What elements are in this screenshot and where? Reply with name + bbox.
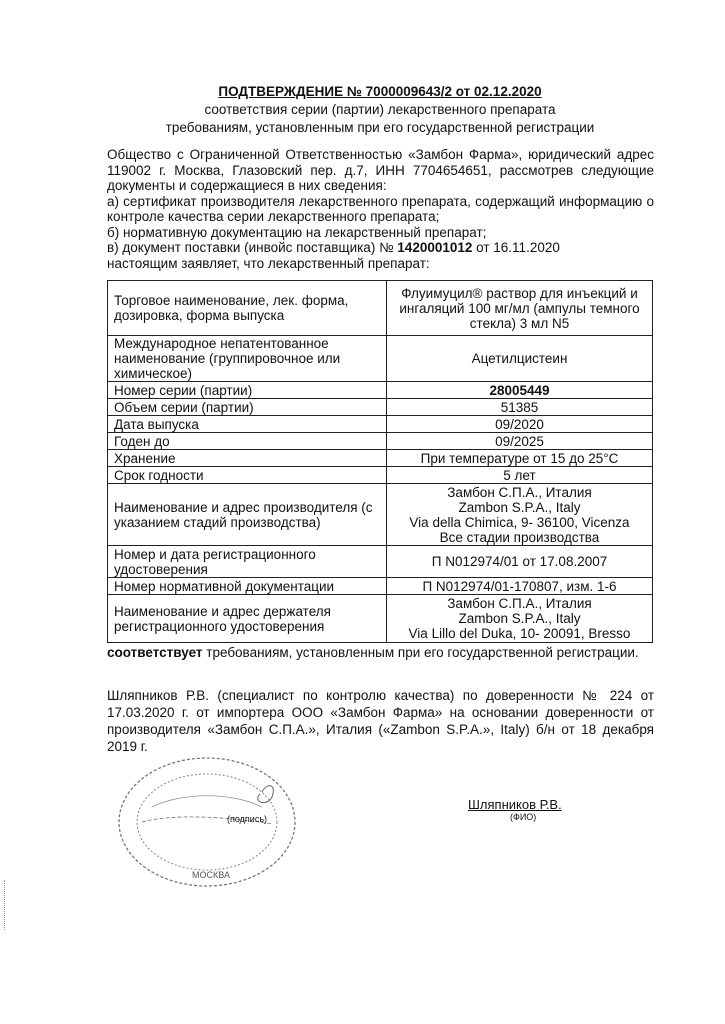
row-key: Срок годности (108, 467, 387, 484)
table-row (108, 578, 653, 595)
table-row (108, 467, 653, 484)
row-key: Номер нормативной документации (108, 578, 387, 595)
intro-item-b: б) нормативную документацию на лекарственный препарат; (107, 224, 487, 240)
stamp-city: МОСКВА (192, 870, 230, 880)
holder-line: Zambon S.P.A., Italy (458, 611, 581, 626)
specialist-statement: Шляпников Р.В. (специалист по контролю качества) по доверенности № 224 от 17.03.2020 г. от импортера ООО «Замбон Фарма» на основании доверенности от производителя «Замбон С.П.А.», Италия («Zambon S.P.A.», Italy) б/н от 18 декабря 2019 г. (107, 688, 654, 754)
row-key: Торговое наименование, лек. форма, дозировка, форма выпуска (108, 281, 387, 336)
row-value: 28005449 (387, 382, 653, 399)
row-value: Флуимуцил® раствор для инъекций и ингаляций 100 мг/мл (ампулы темного стекла) 3 мл N5 (387, 281, 653, 336)
intro-company-statement: Общество с Ограниченной Ответственностью «Замбон Фарма», юридический адрес 119002 г. Москва, Глазовский пер. д.7, ИНН 7704654651, рассмотрев следующие документы и содержащиеся в них сведения: (107, 147, 654, 193)
manufacturer-line: Via della Chimica, 9- 36100, Vicenza (409, 514, 630, 530)
fio-caption: (ФИО) (510, 812, 537, 822)
table-row (108, 281, 653, 336)
table-row (108, 595, 653, 643)
manufacturer-line: Все стадии производства (439, 529, 600, 545)
row-value: 51385 (387, 399, 653, 416)
table-row (108, 399, 653, 416)
row-key: Годен до (108, 433, 387, 450)
conformity-bold: соответствует (107, 645, 203, 660)
document-title: ПОДТВЕРЖДЕНИЕ № 7000009643/2 от 02.12.2020 (218, 84, 542, 99)
intro-closing: настоящим заявляет, что лекарственный препарат: (107, 255, 430, 271)
manufacturer-line: Замбон С.П.А., Италия (447, 484, 592, 500)
intro-item-c (107, 240, 654, 256)
row-value: 09/2025 (387, 433, 653, 450)
margin-scan-mark (4, 880, 7, 930)
document-subtitle-line2: требованиям, установленным при его государственной регистрации (165, 120, 595, 135)
table-row (108, 450, 653, 467)
row-key: Наименование и адрес держателя регистрационного удостоверения (108, 595, 387, 643)
row-value-multiline (387, 484, 653, 546)
row-key: Номер серии (партии) (108, 382, 387, 399)
holder-line: Via Lillo del Duka, 10- 20091, Bresso (408, 626, 631, 641)
row-value: При температуре от 15 до 25°С (387, 450, 653, 467)
signer-name: Шляпников Р.В. (468, 797, 562, 812)
product-properties-table (107, 280, 653, 643)
intro-section (107, 147, 654, 271)
conformity-statement (107, 644, 654, 662)
row-key: Дата выпуска (108, 416, 387, 433)
row-key: Объем серии (партии) (108, 399, 387, 416)
table-row (108, 416, 653, 433)
row-key: Хранение (108, 450, 387, 467)
row-value: 09/2020 (387, 416, 653, 433)
row-value: 5 лет (387, 467, 653, 484)
table-row (108, 382, 653, 399)
row-key: Международное непатентованное наименование (группировочное или химическое) (108, 336, 387, 382)
table-row (108, 433, 653, 450)
document-header (100, 83, 660, 137)
intro-item-c-prefix: в) документ поставки (инвойс поставщика) № (107, 240, 398, 255)
table-row (108, 546, 653, 578)
row-value-multiline (387, 595, 653, 643)
manufacturer-line: Zambon S.P.A., Italy (458, 499, 581, 515)
signature-caption: (подпись) (227, 814, 268, 824)
holder-line: Замбон С.П.А., Италия (447, 596, 592, 611)
row-key: Наименование и адрес производителя (с указанием стадий производства) (108, 484, 387, 546)
table-row (108, 484, 653, 546)
document-subtitle-line1: соответствия серии (партии) лекарственного препарата (204, 102, 556, 117)
company-stamp (112, 752, 302, 892)
row-value: Ацетилцистеин (387, 336, 653, 382)
row-value: П N012974/01 от 17.08.2007 (387, 546, 653, 578)
intro-item-c-suffix: от 16.11.2020 (472, 240, 560, 255)
table-row (108, 336, 653, 382)
conformity-rest: требованиям, установленным при его государственной регистрации. (202, 645, 639, 660)
intro-item-a: а) сертификат производителя лекарственного препарата, содержащий информацию о контроле качества серии лекарственного препарата; (107, 193, 654, 224)
row-key: Номер и дата регистрационного удостоверения (108, 546, 387, 578)
invoice-number: 1420001012 (397, 240, 473, 255)
row-value: П N012974/01-170807, изм. 1-6 (387, 578, 653, 595)
